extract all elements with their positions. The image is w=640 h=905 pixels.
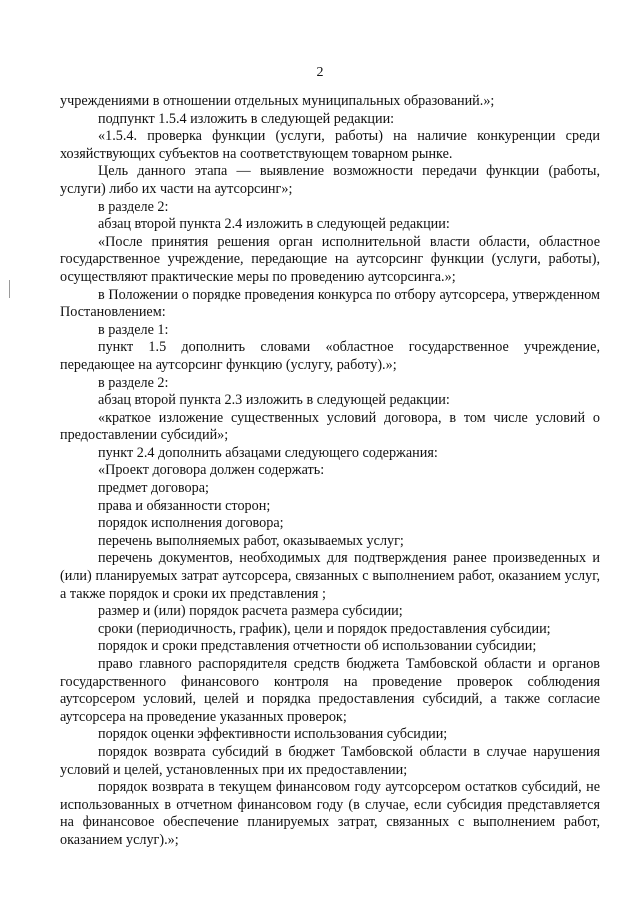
paragraph: «Проект договора должен содержать:: [98, 462, 325, 479]
paragraph: размер и (или) порядок расчета размера субсидии;: [98, 603, 403, 620]
paragraph: «После принятия решения орган исполнительной власти области, областное государственное учреждение, передающие на аутсорсинг функции (услуги, работы), осуществляют практические меры по проведению аутсорсинга.»;: [60, 233, 600, 285]
paragraph: порядок оценки эффективности использования субсидии;: [98, 726, 448, 743]
paragraph: порядок возврата в текущем финансовом году аутсорсером остатков субсидий, не использованных в отчетном финансовом году (в случае, если субсидия представляется на финансовое обеспечение планируемых затрат, связанных с выполнением работ, оказанием услуг).»;: [60, 779, 600, 848]
paragraph: в разделе 1:: [98, 321, 169, 338]
paragraph: в Положении о порядке проведения конкурса по отбору аутсорсера, утвержденном Постановлением:: [60, 286, 600, 321]
paragraph: порядок возврата субсидий в бюджет Тамбовской области в случае нарушения условий и целей, установленных при их предоставлении;: [60, 743, 600, 778]
paragraph: подпункт 1.5.4 изложить в следующей редакции:: [98, 110, 395, 127]
paragraph: абзац второй пункта 2.3 изложить в следующей редакции:: [98, 392, 450, 409]
paragraph: права и обязанности сторон;: [98, 497, 271, 514]
scan-margin-mark: [9, 280, 10, 298]
paragraph: порядок исполнения договора;: [98, 515, 284, 532]
paragraph: в разделе 2:: [98, 198, 169, 215]
paragraph: предмет договора;: [98, 480, 209, 497]
paragraph: перечень выполняемых работ, оказываемых услуг;: [98, 532, 404, 549]
page-number: 2: [316, 65, 324, 80]
paragraph: право главного распорядителя средств бюджета Тамбовской области и органов государственного финансового контроля на проведение проверок соблюдения аутсорсером условий, целей и порядка предоставления субсидий, а также согласие аутсорсера на проведение указанных проверок;: [60, 656, 600, 725]
paragraph: Цель данного этапа — выявление возможности передачи функции (работы, услуги) либо их части на аутсорсинг»;: [60, 163, 600, 197]
paragraph: абзац второй пункта 2.4 изложить в следующей редакции:: [98, 216, 450, 233]
paragraph: перечень документов, необходимых для подтверждения ранее произведенных и (или) планируемых затрат аутсорсера, связанных с выполнением работ, оказанием услуг, а также порядок и сроки их представления ;: [60, 550, 600, 602]
paragraph: «краткое изложение существенных условий договора, в том числе условий о предоставлении субсидий»;: [60, 409, 600, 444]
paragraph: пункт 2.4 дополнить абзацами следующего содержания:: [98, 444, 438, 461]
document-body: [60, 93, 600, 850]
paragraph: «1.5.4. проверка функции (услуги, работы) на наличие конкуренции среди хозяйствующих субъектов на соответствующем товарном рынке.: [60, 128, 600, 162]
paragraph: сроки (периодичность, график), цели и порядок предоставления субсидии;: [98, 620, 551, 637]
paragraph: пункт 1.5 дополнить словами «областное государственное учреждение, передающее на аутсорсинг функцию (услугу, работу).»;: [60, 339, 600, 373]
paragraph: в разделе 2:: [98, 374, 169, 391]
paragraph: учреждениями в отношении отдельных муниципальных образований.»;: [60, 93, 495, 109]
paragraph: порядок и сроки представления отчетности об использовании субсидии;: [98, 638, 537, 655]
